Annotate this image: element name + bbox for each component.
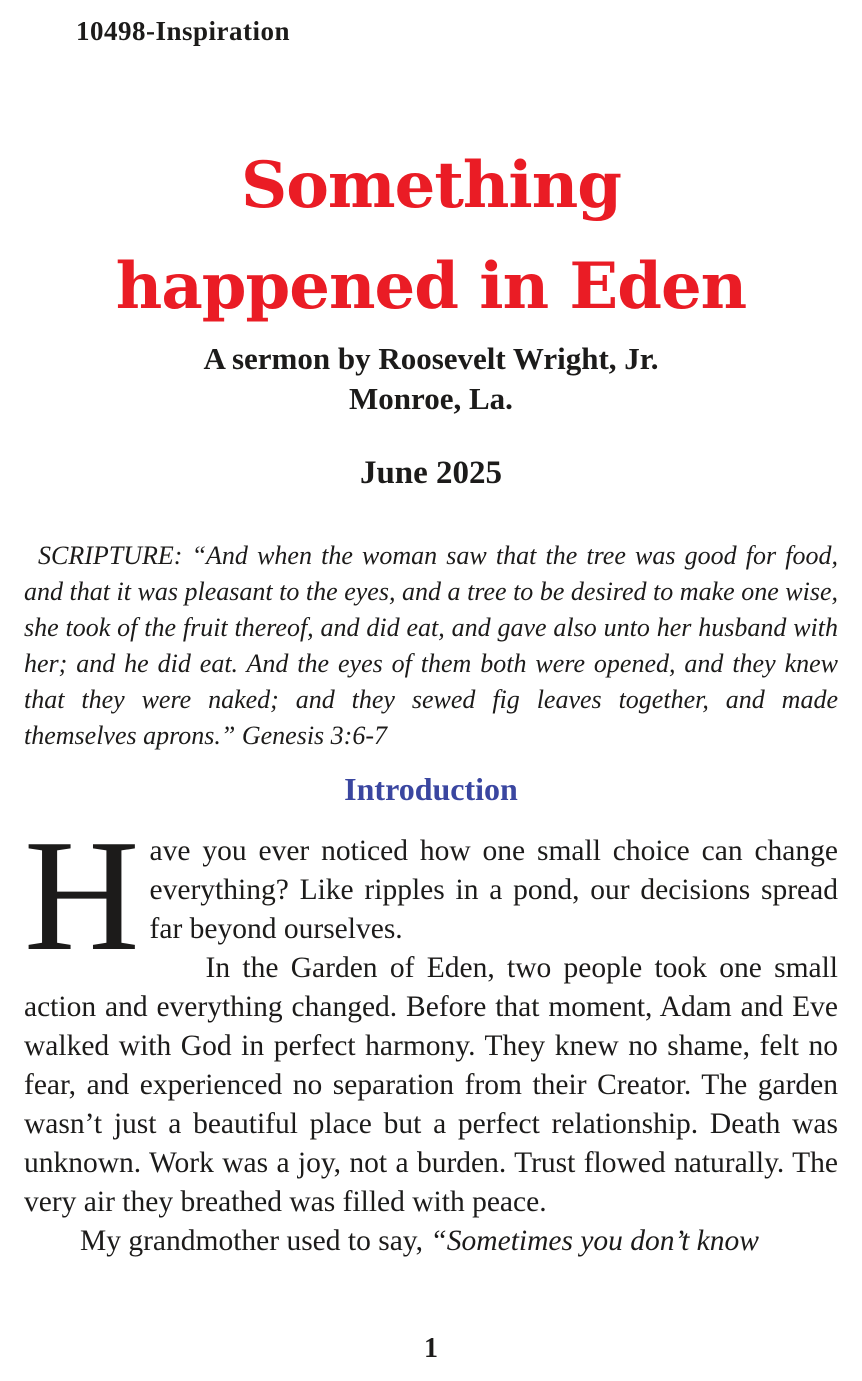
section-heading-introduction: Introduction bbox=[344, 771, 518, 807]
byline-location: Monroe, La. bbox=[349, 381, 513, 416]
title-line-1: Something bbox=[240, 148, 622, 223]
paragraph-grandmother-lead: My grandmother used to say, bbox=[80, 1225, 431, 1257]
document-title bbox=[10, 135, 852, 337]
paragraph-garden: In the Garden of Eden, two people took one small action and everything changed. Before that moment, Adam and Eve walked with God in perfect harmony. They knew no shame, felt no fear, and experienced no separation from their Creator. The garden wasn’t just a beautiful place but a perfect relationship. Death was unknown. Work was a joy, not a burden. Trust flowed naturally. The very air they breathed was filled with peace. bbox=[24, 952, 838, 1218]
page-number: 1 bbox=[424, 1333, 438, 1364]
paragraph-grandmother bbox=[24, 1222, 838, 1261]
date-line: June 2025 bbox=[359, 455, 503, 491]
paragraph-intro-text: ave you ever noticed how one small choice can change everything? Like ripples in a pond, our decisions spread far beyond ourselves. bbox=[149, 835, 838, 945]
title-line-2: happened in Eden bbox=[115, 249, 747, 324]
grandmother-quote: “Sometimes you don’t know bbox=[430, 1225, 759, 1257]
paragraph-intro bbox=[24, 806, 838, 984]
document-id-label: 10498-Inspiration bbox=[76, 16, 291, 46]
sermon-body bbox=[24, 806, 838, 1261]
scripture-passage: SCRIPTURE: “And when the woman saw that the tree was good for food, and that it was pleasant to the eyes, and a tree to be desired to make one wise, she took of the fruit thereof, and did eat, and gave also unto her husband with her; and he did eat. And the eyes of them both were opened, and they knew that they were naked; and they sewed fig leaves together, and made themselves aprons.” Genesis 3:6-7 bbox=[24, 541, 838, 750]
drop-cap: H bbox=[24, 806, 140, 984]
byline bbox=[0, 339, 862, 419]
byline-author: A sermon by Roosevelt Wright, Jr. bbox=[203, 341, 659, 376]
